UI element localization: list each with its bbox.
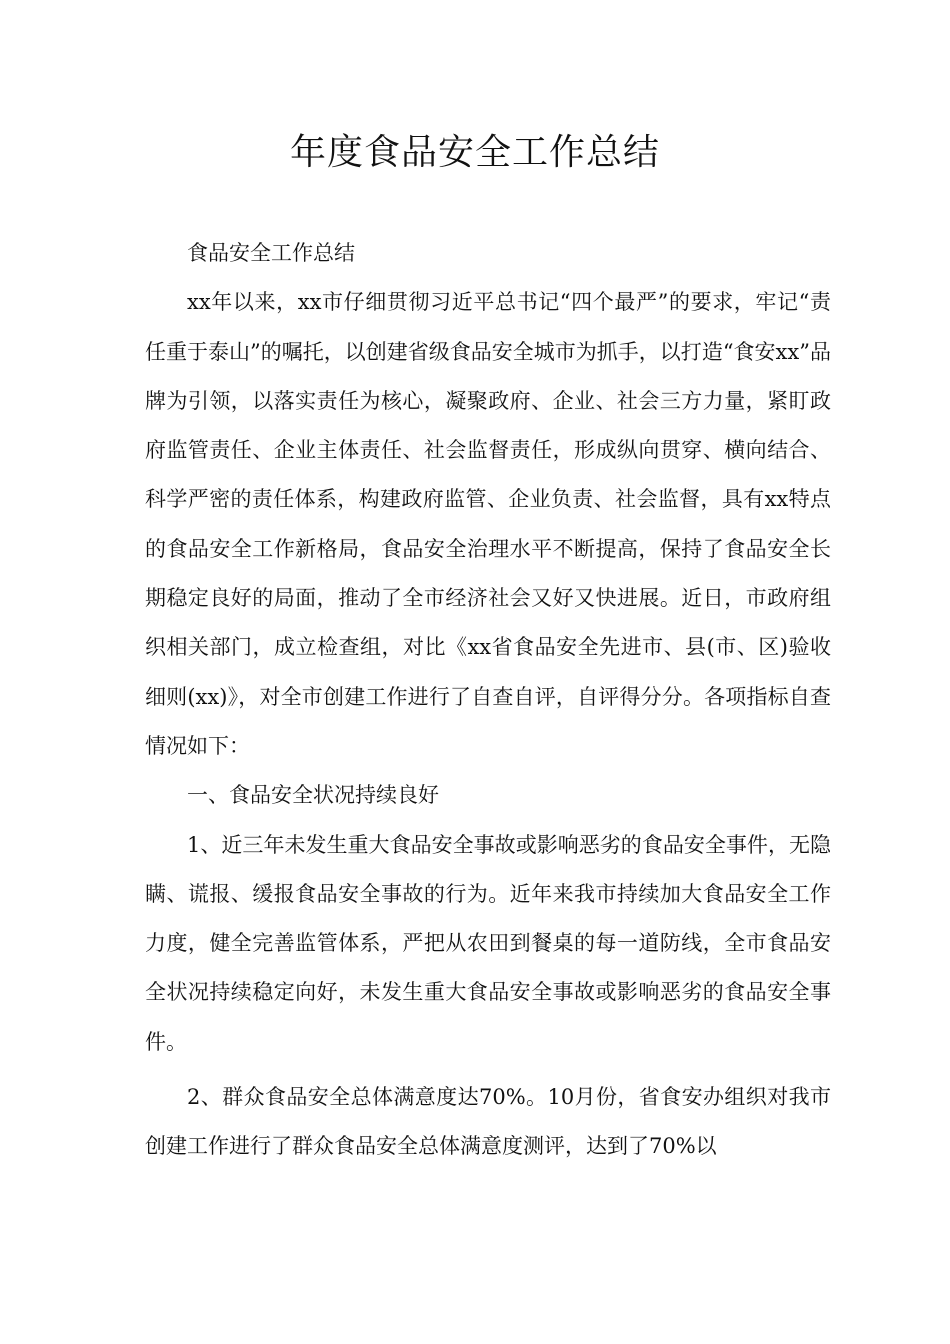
paragraph-item-1: 1、近三年未发生重大食品安全事故或影响恶劣的食品安全事件，无隐瞒、谎报、缓报食品安全事故的行为。近年来我市持续加大食品安全工作力度，健全完善监管体系，严把从农田到餐桌的每一道防线，全市食品安全状况持续稳定向好，未发生重大食品安全事故或影响恶劣的食品安全事件。 (145, 832, 831, 1054)
paragraph-item-2: 2、群众食品安全总体满意度达70%。10月份，省食安办组织对我市创建工作进行了群众食品安全总体满意度测评，达到了70%以 (145, 1085, 831, 1159)
paragraph-intro: xx年以来，xx市仔细贯彻习近平总书记“四个最严”的要求，牢记“责任重于泰山”的嘱托，以创建省级食品安全城市为抓手，以打造“食安xx”品牌为引领，以落实责任为核心，凝聚政府、企业、社会三方力量，紧盯政府监管责任、企业主体责任、社会监督责任，形成纵向贯穿、横向结合、科学严密的责任体系，构建政府监管、企业负责、社会监督，具有xx特点的食品安全工作新格局，食品安全治理水平不断提高，保持了食品安全长期稳定良好的局面，推动了全市经济社会又好又快进展。近日，市政府组织相关部门，成立检查组，对比《xx省食品安全先进市、县(市、区)验收细则(xx)》，对全市创建工作进行了自查自评，自评得分分。各项指标自查情况如下： (145, 290, 832, 758)
paragraph-subtitle: 食品安全工作总结 (187, 241, 355, 265)
document-body (145, 229, 831, 1172)
section-heading-1: 一、食品安全状况持续良好 (187, 783, 439, 808)
document-title: 年度食品安全工作总结 (289, 132, 660, 173)
